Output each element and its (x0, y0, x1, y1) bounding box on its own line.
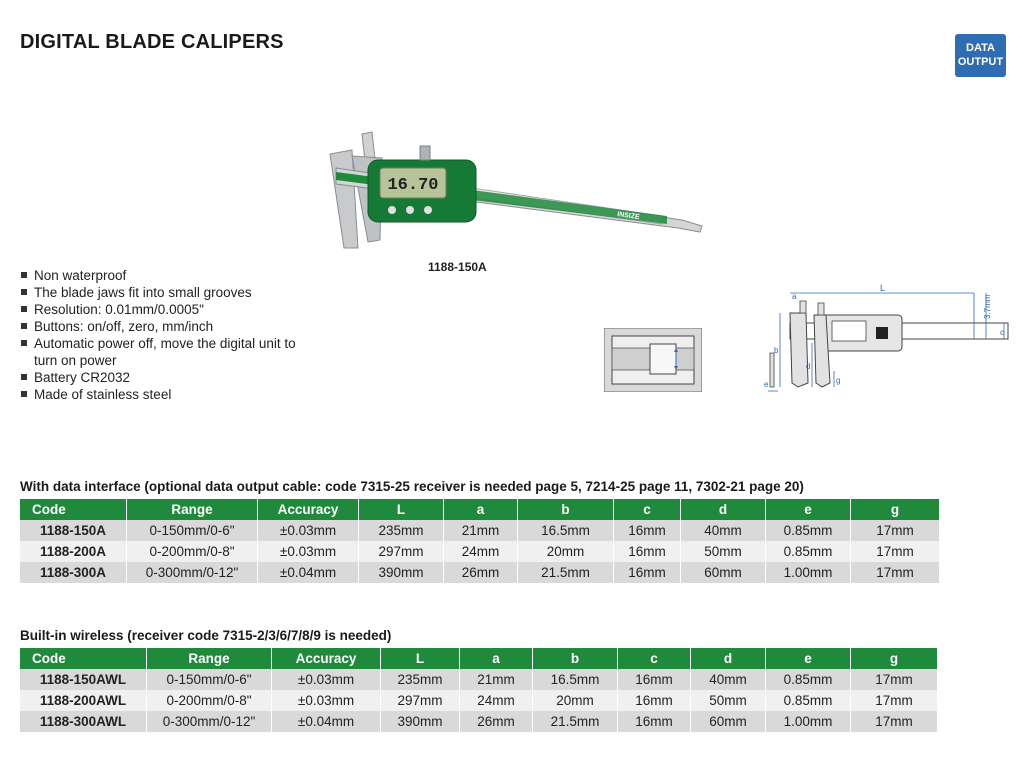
feature-list (20, 267, 320, 403)
col-header: Code (20, 648, 147, 669)
badge-line-1: DATA (966, 42, 995, 54)
col-header: b (533, 648, 618, 669)
cell: 16mm (614, 562, 681, 583)
cell: ±0.03mm (272, 690, 381, 711)
cell: 17mm (851, 711, 938, 732)
cell: 0-150mm/0-6" (127, 520, 258, 541)
col-header: Accuracy (272, 648, 381, 669)
display-reading: 16.70 (387, 176, 439, 195)
cell: 21.5mm (533, 711, 618, 732)
model-caption: 1188-150A (428, 260, 487, 274)
cell: 17mm (851, 520, 940, 541)
cell: 297mm (359, 541, 444, 562)
feature-item: Non waterproof (20, 267, 320, 284)
col-header: Range (127, 499, 258, 520)
caliper-product-image (322, 128, 710, 250)
col-header: c (614, 499, 681, 520)
table-header-row (20, 499, 940, 520)
col-header: b (518, 499, 614, 520)
cell: 40mm (681, 520, 766, 541)
cell: 0-200mm/0-8" (147, 690, 272, 711)
cell: 0.85mm (766, 669, 851, 690)
table-row (20, 711, 938, 732)
cell: 235mm (381, 669, 460, 690)
cell: ±0.04mm (258, 562, 359, 583)
spec-table-wireless (20, 648, 938, 732)
spec-table-data-interface (20, 499, 940, 583)
cell: 390mm (381, 711, 460, 732)
cell: ±0.03mm (272, 669, 381, 690)
cell: 50mm (691, 690, 766, 711)
col-header: L (359, 499, 444, 520)
cell: 1188-150A (20, 520, 127, 541)
data-output-badge (955, 34, 1006, 77)
label-thickness: 3.7mm (983, 294, 992, 319)
cell: 297mm (381, 690, 460, 711)
col-header: a (444, 499, 518, 520)
cell: 0-150mm/0-6" (147, 669, 272, 690)
cell: 50mm (681, 541, 766, 562)
cell: 17mm (851, 690, 938, 711)
cell: 0.85mm (766, 520, 851, 541)
cell: 26mm (444, 562, 518, 583)
cell: 16mm (618, 669, 691, 690)
cell: 16mm (618, 711, 691, 732)
cell: ±0.03mm (258, 520, 359, 541)
brand-mark: INSIZE (616, 211, 641, 222)
cell: 17mm (851, 541, 940, 562)
page-title: DIGITAL BLADE CALIPERS (20, 31, 284, 53)
col-header: c (618, 648, 691, 669)
cell: 21.5mm (518, 562, 614, 583)
table1-title: With data interface (optional data output cable: code 7315-25 receiver is needed page 5, 7214-25 page 11, 7302-21 page 20) (20, 479, 804, 494)
table-row (20, 541, 940, 562)
cell: 1188-200A (20, 541, 127, 562)
cell: 390mm (359, 562, 444, 583)
cell: 17mm (851, 562, 940, 583)
col-header: e (766, 499, 851, 520)
cell: 24mm (460, 690, 533, 711)
feature-item: The blade jaws fit into small grooves (20, 284, 320, 301)
label-g: g (836, 376, 841, 385)
cell: 1188-150AWL (20, 669, 147, 690)
cell: 60mm (681, 562, 766, 583)
feature-item: Made of stainless steel (20, 386, 320, 403)
cell: 26mm (460, 711, 533, 732)
cell: 60mm (691, 711, 766, 732)
col-header: Range (147, 648, 272, 669)
feature-item: Battery CR2032 (20, 369, 320, 386)
col-header: e (766, 648, 851, 669)
cell: 17mm (851, 669, 938, 690)
table-header-row (20, 648, 938, 669)
label-e: e (764, 380, 769, 389)
col-header: L (381, 648, 460, 669)
dimension-diagram (760, 283, 1010, 395)
cell: 0-200mm/0-8" (127, 541, 258, 562)
label-a: a (792, 292, 797, 301)
cell: 16mm (614, 541, 681, 562)
cell: 16.5mm (518, 520, 614, 541)
col-header: g (851, 648, 938, 669)
cell: 40mm (691, 669, 766, 690)
feature-item: Automatic power off, move the digital unit to turn on power (20, 335, 320, 369)
col-header: Code (20, 499, 127, 520)
cell: 16.5mm (533, 669, 618, 690)
table-row (20, 690, 938, 711)
cell: 20mm (533, 690, 618, 711)
cell: 0-300mm/0-12" (127, 562, 258, 583)
cell: 20mm (518, 541, 614, 562)
col-header: d (681, 499, 766, 520)
feature-item: Resolution: 0.01mm/0.0005" (20, 301, 320, 318)
cell: 16mm (614, 520, 681, 541)
col-header: d (691, 648, 766, 669)
cell: 235mm (359, 520, 444, 541)
label-L: L (880, 283, 886, 293)
cell: 24mm (444, 541, 518, 562)
cell: ±0.04mm (272, 711, 381, 732)
cell: 16mm (618, 690, 691, 711)
cell: 1188-300A (20, 562, 127, 583)
col-header: Accuracy (258, 499, 359, 520)
cell: 21mm (444, 520, 518, 541)
feature-item: Buttons: on/off, zero, mm/inch (20, 318, 320, 335)
cell: 1188-200AWL (20, 690, 147, 711)
badge-line-2: OUTPUT (957, 56, 1004, 68)
label-b: b (774, 346, 779, 355)
table-row (20, 520, 940, 541)
table2-title: Built-in wireless (receiver code 7315-2/3/6/7/8/9 is needed) (20, 628, 392, 643)
col-header: a (460, 648, 533, 669)
label-d: d (806, 362, 811, 371)
cell: 0-300mm/0-12" (147, 711, 272, 732)
cell: 21mm (460, 669, 533, 690)
table-row (20, 669, 938, 690)
label-c: c (1000, 328, 1004, 337)
cell: 1188-300AWL (20, 711, 147, 732)
cell: 1.00mm (766, 711, 851, 732)
table-row (20, 562, 940, 583)
groove-illustration (604, 328, 702, 392)
cell: 0.85mm (766, 541, 851, 562)
col-header: g (851, 499, 940, 520)
cell: 1.00mm (766, 562, 851, 583)
cell: 0.85mm (766, 690, 851, 711)
cell: ±0.03mm (258, 541, 359, 562)
